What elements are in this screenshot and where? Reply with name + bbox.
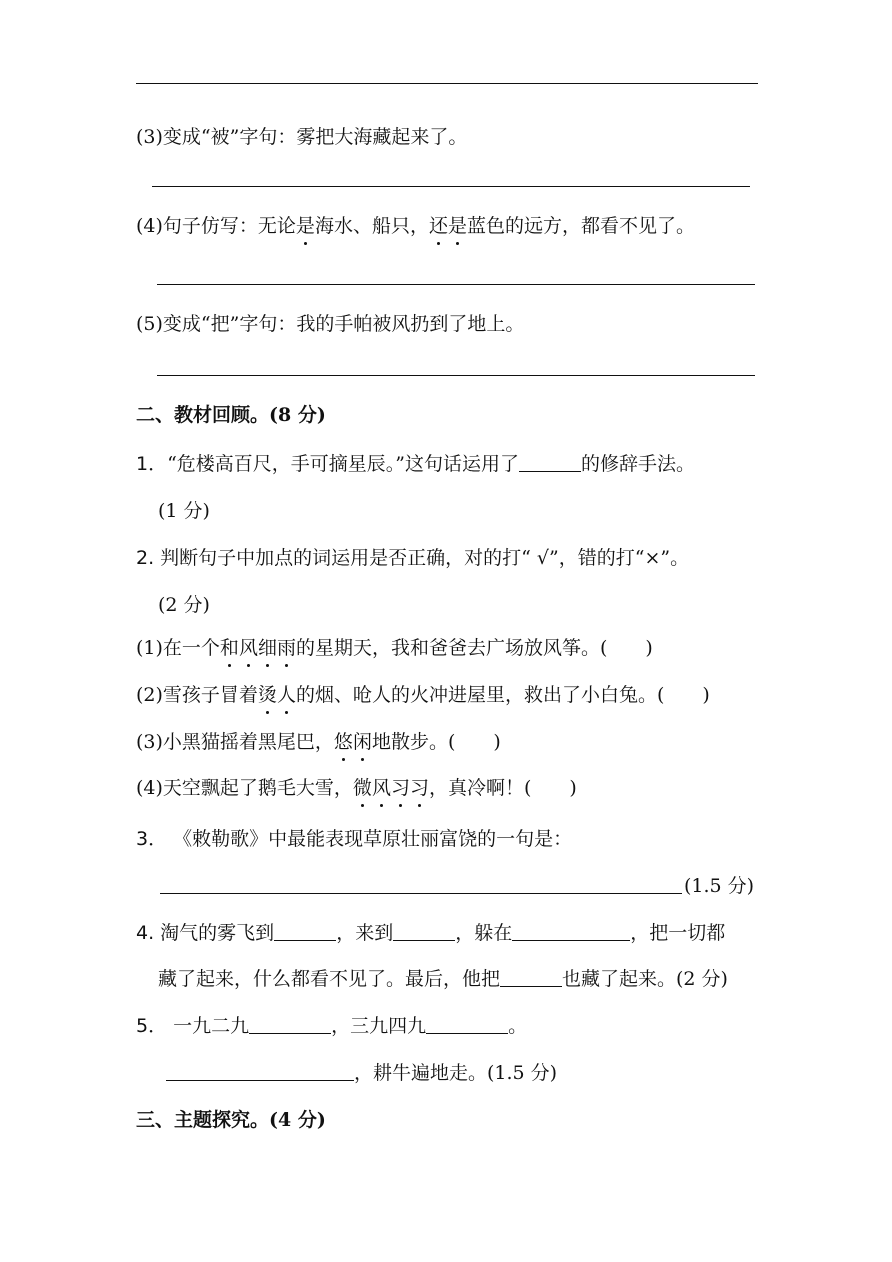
q5-answer-line[interactable] xyxy=(157,375,755,376)
item1: 1．“危楼高百尺，手可摘星辰。”这句话运用了 的修辞手法。 xyxy=(136,453,696,475)
emphasis-dot-char: 闲 xyxy=(352,731,372,753)
top-rule xyxy=(136,83,758,84)
item5-blank-3[interactable] xyxy=(166,1062,354,1081)
item4-blank-2[interactable] xyxy=(393,922,455,941)
item1-blank[interactable] xyxy=(519,453,581,472)
item3-answer-line[interactable] xyxy=(160,893,682,894)
item5-line2: ，耕牛遍地走。(1.5 分) xyxy=(166,1060,557,1086)
emphasis-dot-char: 风 xyxy=(238,637,258,659)
emphasis-dot-char: 和 xyxy=(219,637,239,659)
emphasis-dot-char: 习 xyxy=(409,777,429,799)
q4-answer-line[interactable] xyxy=(157,284,755,285)
judge-sentence-1: (1)在一个和风细雨的星期天，我和爸爸去广场放风筝。( ) xyxy=(136,637,653,659)
item5-line1: 5． 一九二九 ，三九四九 。 xyxy=(136,1015,528,1037)
q3-answer-line[interactable] xyxy=(152,186,750,187)
item1-score: (1 分) xyxy=(158,500,210,522)
judge-sentence-3: (3)小黑猫摇着黑尾巴，悠闲地散步。( ) xyxy=(136,731,501,753)
section2-title: 二、教材回顾。(8 分) xyxy=(136,404,326,426)
judge-sentence-2: (2)雪孩子冒着烫人的烟、呛人的火冲进屋里，救出了小白兔。( ) xyxy=(136,684,710,706)
emphasis-dot-char: 雨 xyxy=(276,637,296,659)
item2: 2. 判断句子中加点的词运用是否正确，对的打“ √”，错的打“×”。 xyxy=(136,547,690,569)
emphasis-dot-char: 风 xyxy=(371,777,391,799)
item5-blank-2[interactable] xyxy=(426,1015,508,1034)
q4-prompt: (4)句子仿写：无论是海水、船只，还是蓝色的远方，都看不见了。 xyxy=(136,215,695,237)
section3-title: 三、主题探究。(4 分) xyxy=(136,1109,326,1131)
item4-blank-4[interactable] xyxy=(500,968,562,987)
emphasis-dot-char: 是 xyxy=(447,215,467,237)
item3: 3． 《敕勒歌》中最能表现草原壮丽富饶的一句是： xyxy=(136,828,573,850)
item5-blank-1[interactable] xyxy=(249,1015,331,1034)
emphasis-dot-char: 习 xyxy=(390,777,410,799)
q5-prompt: (5)变成“把”字句：我的手帕被风扔到了地上。 xyxy=(136,313,525,335)
item4-line1: 4. 淘气的雾飞到 ，来到 ，躲在 ，把一切都 xyxy=(136,922,726,944)
item2-score: (2 分) xyxy=(158,594,210,616)
emphasis-dot-char: 微 xyxy=(352,777,372,799)
emphasis-dot-char: 是 xyxy=(295,215,315,237)
emphasis-dot-char: 烫 xyxy=(257,684,277,706)
item3-score: (1.5 分) xyxy=(684,875,755,897)
emphasis-dot-char: 悠 xyxy=(333,731,353,753)
judge-sentence-4: (4)天空飘起了鹅毛大雪，微风习习，真冷啊！( ) xyxy=(136,777,577,799)
emphasis-dot-char: 人 xyxy=(276,684,296,706)
item4-blank-3[interactable] xyxy=(512,922,630,941)
emphasis-dot-char: 还 xyxy=(428,215,448,237)
q3-prompt: (3)变成“被”字句：雾把大海藏起来了。 xyxy=(136,126,468,148)
item4-blank-1[interactable] xyxy=(274,922,336,941)
item4-line2: 藏了起来，什么都看不见了。最后，他把 也藏了起来。(2 分) xyxy=(158,968,728,990)
emphasis-dot-char: 细 xyxy=(257,637,277,659)
